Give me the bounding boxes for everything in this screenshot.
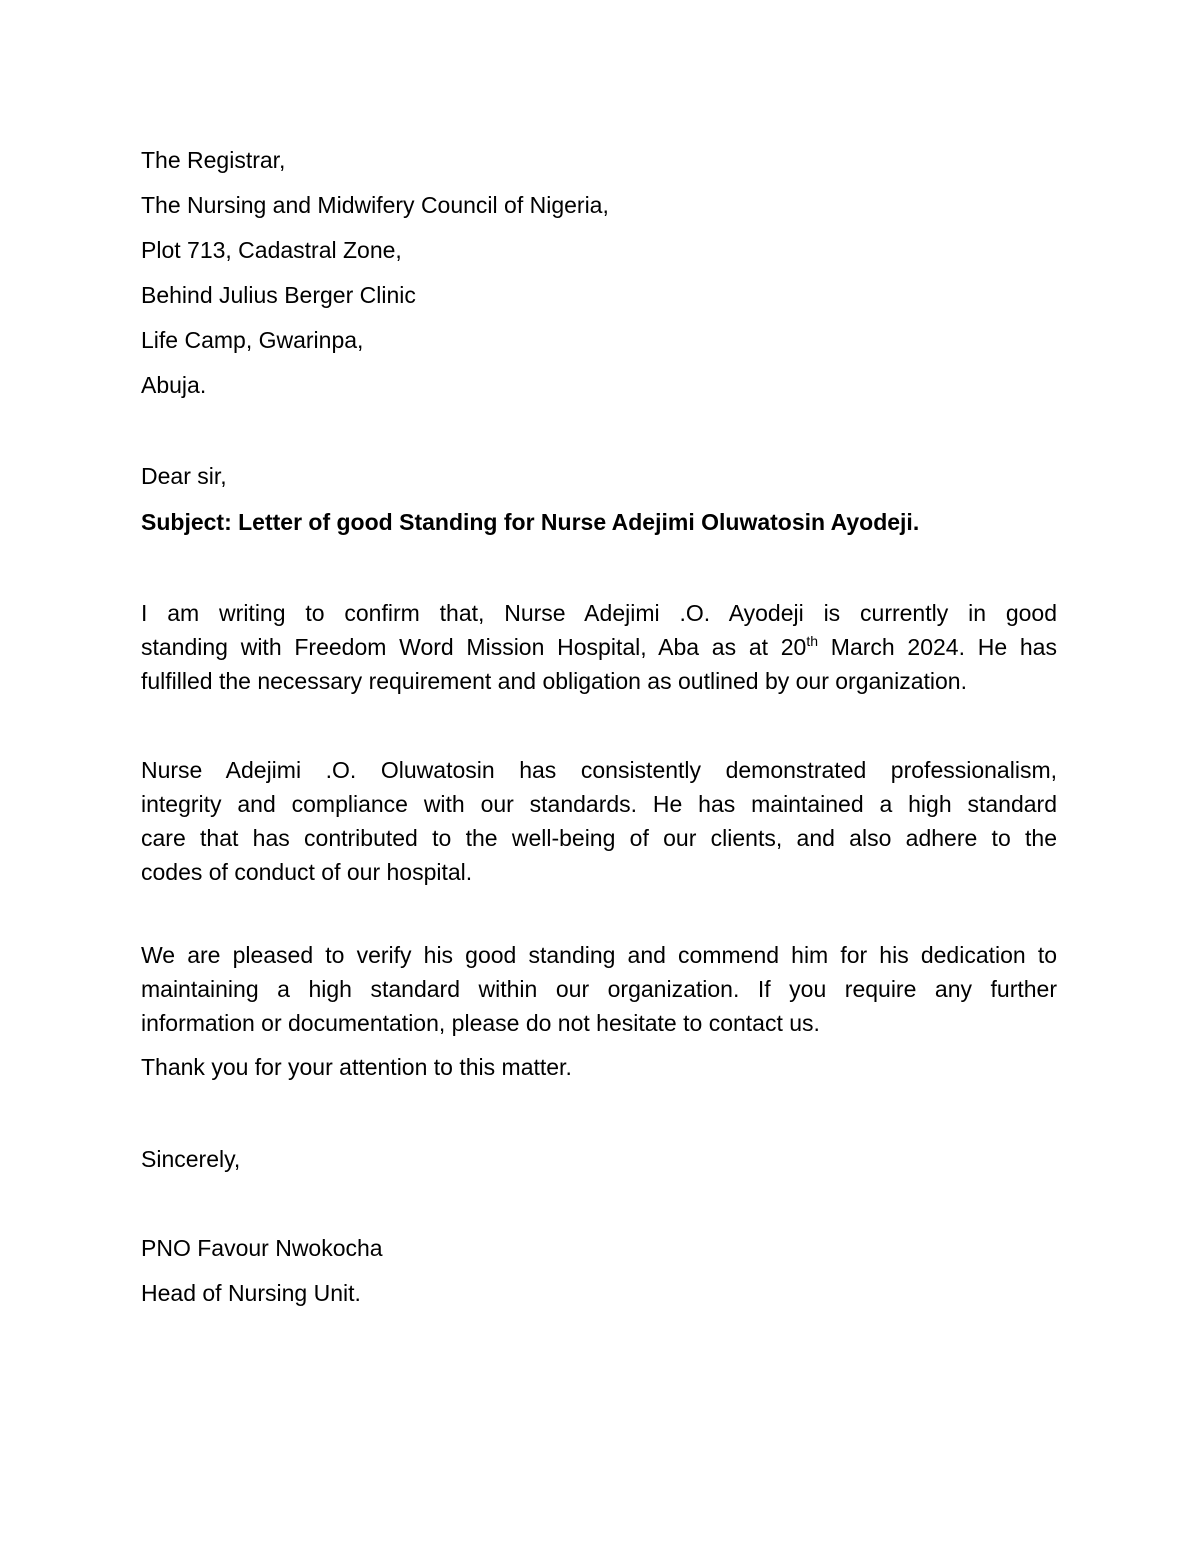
thank-you-line: Thank you for your attention to this matter. (141, 1054, 572, 1080)
body-paragraph-2 (141, 753, 1057, 889)
paragraph-1-line-1: I am writing to confirm that, Nurse Adejimi .O. Ayodeji is currently in good (141, 600, 1057, 626)
closing: Sincerely, (141, 1146, 241, 1172)
date-ordinal-suffix: th (806, 633, 819, 649)
paragraph-3-line-1: We are pleased to verify his good standing and commend him for his dedication to (141, 942, 1057, 968)
address-line-organization: The Nursing and Midwifery Council of Nigeria, (141, 192, 609, 218)
body-paragraph-3 (141, 938, 1057, 1040)
subject-line: Subject: Letter of good Standing for Nurse Adejimi Oluwatosin Ayodeji. (141, 509, 920, 535)
paragraph-1-line-3: fulfilled the necessary requirement and obligation as outlined by our organization. (141, 668, 967, 694)
paragraph-3-line-3: information or documentation, please do not hesitate to contact us. (141, 1010, 820, 1036)
address-line-city: Abuja. (141, 372, 207, 398)
paragraph-2-line-4: codes of conduct of our hospital. (141, 859, 473, 885)
salutation: Dear sir, (141, 463, 227, 489)
address-line-recipient: The Registrar, (141, 147, 286, 173)
body-paragraph-1 (141, 596, 1057, 698)
address-line-area: Life Camp, Gwarinpa, (141, 327, 364, 353)
paragraph-3-line-2: maintaining a high standard within our organization. If you require any further (141, 976, 1057, 1002)
paragraph-1-line-2-rest: March 2024. He has (818, 634, 1057, 660)
signatory-name: PNO Favour Nwokocha (141, 1235, 383, 1261)
signatory-title: Head of Nursing Unit. (141, 1280, 361, 1306)
paragraph-1-line-2-text: standing with Freedom Word Mission Hospital, Aba as at 20 (141, 634, 807, 660)
address-line-plot: Plot 713, Cadastral Zone, (141, 237, 402, 263)
paragraph-2-line-2: integrity and compliance with our standards. He has maintained a high standard (141, 791, 1057, 817)
paragraph-1-line-2 (141, 630, 1057, 664)
address-line-landmark: Behind Julius Berger Clinic (141, 282, 416, 308)
paragraph-2-line-3: care that has contributed to the well-being of our clients, and also adhere to the (141, 825, 1057, 851)
paragraph-2-line-1: Nurse Adejimi .O. Oluwatosin has consistently demonstrated professionalism, (141, 757, 1057, 783)
